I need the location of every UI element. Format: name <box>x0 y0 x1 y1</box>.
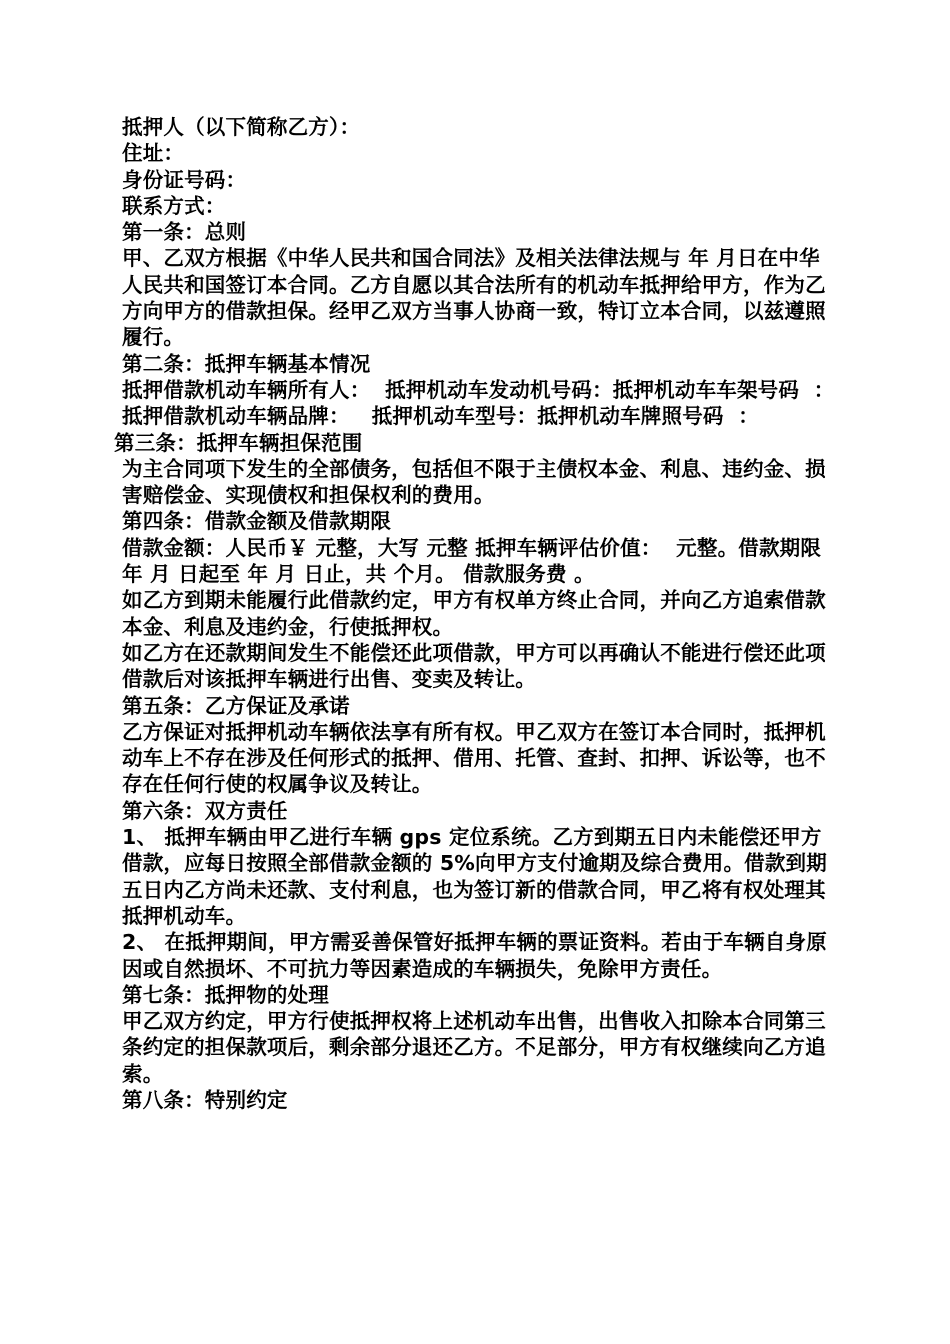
article-8-title: 第八条：特别约定 <box>122 1087 288 1112</box>
article-6-item-1: 1、 抵押车辆由甲乙进行车辆 gps 定位系统。乙方到期五日内未能偿还甲方 借款，应每日按照全部借款金额的 5%向甲方支付逾期及综合费用。借款到期五日内乙方尚未还款、支付利息，也为签订新的借款合同，甲乙将有权处理其抵押机动车。 <box>122 825 837 928</box>
article-5-body: 乙方保证对抵押机动车辆依法享有所有权。甲乙双方在签订本合同时，抵押机动车上不存在涉及任何形式的抵押、借用、托管、查封、扣押、诉讼等，也不存在任何行使的权属争议及转让。 <box>122 719 826 797</box>
article-4-body-2: 如乙方到期未能履行此借款约定，甲方有权单方终止合同，并向乙方追索借款本金、利息及违约金，行使抵押权。 <box>122 588 826 639</box>
article-4-body-1: 借款金额：人民币￥ 元整，大写 元整 抵押车辆评估价值： 元整。借款期限 年 月 日起至 年 月 日止，共 个月。 借款服务费 。 <box>122 535 836 587</box>
article-4-title: 第四条：借款金额及借款期限 <box>122 509 392 534</box>
id-number-line: 身份证号码： <box>122 167 247 192</box>
article-1-body: 甲、乙双方根据《中华人民共和国合同法》及相关法律法规与 年 月日在中华人民共和国签订本合同。乙方自愿以其合法所有的机动车抵押给甲方，作为乙方向甲方的借款担保。经甲乙双方当事人协商一致，特订立本合同，以兹遵照履行。 <box>122 246 826 350</box>
article-1-title: 第一条：总则 <box>122 220 247 245</box>
article-3-title: 第三条：抵押车辆担保范围 <box>114 430 363 455</box>
article-6-item-2: 2、 在抵押期间，甲方需妥善保管好抵押车辆的票证资料。若由于车辆自身原因或自然损坏、不可抗力等因素造成的车辆损失，免除甲方责任。 <box>122 930 827 981</box>
article-5-title: 第五条：乙方保证及承诺 <box>122 693 350 718</box>
address-line: 住址： <box>122 141 185 166</box>
article-6-title: 第六条：双方责任 <box>122 798 288 823</box>
article-2-body: 抵押借款机动车辆所有人： 抵押机动车发动机号码：抵押机动车车架号码 ：抵押借款机动车辆品牌： 抵押机动车型号：抵押机动车牌照号码 ： <box>122 377 835 429</box>
article-7-body: 甲乙双方约定，甲方行使抵押权将上述机动车出售，出售收入扣除本合同第三条约定的担保款项后，剩余部分退还乙方。不足部分，甲方有权继续向乙方追索。 <box>122 1009 826 1086</box>
contact-line: 联系方式： <box>122 193 226 218</box>
contract-page <box>114 114 839 1113</box>
article-2-title: 第二条：抵押车辆基本情况 <box>122 351 371 376</box>
pledgor-line: 抵押人（以下简称乙方）： <box>122 115 361 139</box>
article-7-title: 第七条：抵押物的处理 <box>122 982 329 1007</box>
article-3-body: 为主合同项下发生的全部债务，包括但不限于主债权本金、利息、违约金、损害赔偿金、实现债权和担保权利的费用。 <box>122 456 826 508</box>
article-4-body-3: 如乙方在还款期间发生不能偿还此项借款，甲方可以再确认不能进行偿还此项借款后对该抵押车辆进行出售、变卖及转让。 <box>122 640 826 692</box>
